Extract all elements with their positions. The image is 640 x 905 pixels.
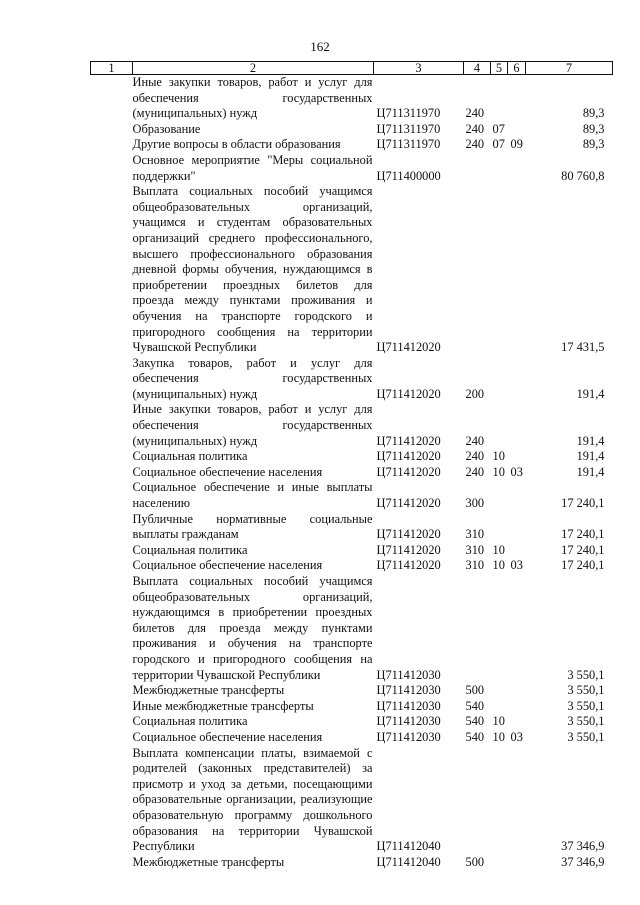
row-section <box>491 683 508 699</box>
row-amount: 191,4 <box>576 433 605 448</box>
row-section <box>491 153 508 184</box>
row-amount: 80 760,8 <box>561 168 605 183</box>
row-subsection <box>508 402 526 449</box>
table-row <box>91 855 613 871</box>
row-subsection <box>508 356 526 403</box>
row-amount: 17 240,1 <box>561 542 605 557</box>
row-name: Межбюджетные трансферты <box>132 854 285 869</box>
row-section: 10 <box>492 714 505 729</box>
row-section <box>491 746 508 855</box>
row-subsection <box>508 480 526 511</box>
row-amount: 3 550,1 <box>567 714 605 729</box>
table-row <box>91 746 613 855</box>
row-amount: 89,3 <box>582 137 605 152</box>
row-target-code: Ц711412020 <box>376 527 441 542</box>
row-subsection: 03 <box>510 464 523 479</box>
row-amount: 191,4 <box>576 464 605 479</box>
table-row <box>91 512 613 543</box>
table-row <box>91 730 613 746</box>
column-header-1: 1 <box>91 62 133 75</box>
row-section <box>491 184 508 356</box>
table-row <box>91 153 613 184</box>
row-expense-type: 500 <box>465 683 485 698</box>
table-row <box>91 683 613 699</box>
column-header-7: 7 <box>526 62 613 75</box>
row-target-code: Ц711311970 <box>376 106 441 121</box>
row-amount: 3 550,1 <box>567 729 605 744</box>
row-subsection: 03 <box>510 729 523 744</box>
row-subsection <box>508 746 526 855</box>
row-amount: 191,4 <box>576 386 605 401</box>
row-target-code: Ц711412020 <box>376 386 441 401</box>
row-expense-type <box>464 574 491 683</box>
row-expense-type <box>464 746 491 855</box>
row-subsection <box>508 855 526 871</box>
row-target-code: Ц711412020 <box>376 464 441 479</box>
row-name: Социальное обеспечение населения <box>132 464 323 479</box>
row-target-code: Ц711412020 <box>376 433 441 448</box>
row-expense-type: 500 <box>465 854 485 869</box>
column-header-4: 4 <box>464 62 491 75</box>
budget-table <box>90 61 613 870</box>
row-expense-type: 240 <box>465 433 485 448</box>
table-row <box>91 184 613 356</box>
row-target-code: Ц711412040 <box>376 839 441 854</box>
column-header-2: 2 <box>133 62 374 75</box>
table-row <box>91 543 613 559</box>
row-section <box>491 75 508 122</box>
row-name: Иные закупки товаров, работ и услуг для обеспечения государственных (муниципальных) нужд <box>132 75 373 121</box>
row-expense-type: 240 <box>465 464 485 479</box>
row-expense-type: 540 <box>465 729 485 744</box>
table-row <box>91 75 613 122</box>
row-expense-type: 200 <box>465 386 485 401</box>
table-row <box>91 714 613 730</box>
page-number: 162 <box>310 39 330 54</box>
table-row <box>91 480 613 511</box>
row-section <box>491 699 508 715</box>
row-amount: 17 240,1 <box>561 558 605 573</box>
row-amount: 17 431,5 <box>561 340 605 355</box>
column-header-6: 6 <box>508 62 526 75</box>
row-name: Выплата компенсации платы, взимаемой с родителей (законных представителей) за присмотр и уход за детьми, посещающими образовательные организации, реализующие образовательную программу дошкольного образования на территории Чувашской Республики <box>132 745 373 854</box>
row-name: Социальное обеспечение населения <box>132 558 323 573</box>
row-amount: 17 240,1 <box>561 496 605 511</box>
row-target-code: Ц711412020 <box>376 496 441 511</box>
row-section <box>491 480 508 511</box>
row-amount: 37 346,9 <box>561 854 605 869</box>
row-subsection <box>508 574 526 683</box>
row-target-code: Ц711412030 <box>376 698 441 713</box>
row-target-code: Ц711311970 <box>376 121 441 136</box>
row-target-code: Ц711412020 <box>376 542 441 557</box>
row-section <box>491 356 508 403</box>
table-row <box>91 558 613 574</box>
column-header-3: 3 <box>374 62 464 75</box>
row-amount: 89,3 <box>582 106 605 121</box>
row-name: Основное мероприятие "Меры социальной поддержки" <box>132 152 373 183</box>
row-expense-type: 310 <box>465 542 485 557</box>
row-subsection <box>508 714 526 730</box>
row-amount: 37 346,9 <box>561 839 605 854</box>
row-target-code: Ц711311970 <box>376 137 441 152</box>
column-header-5: 5 <box>491 62 508 75</box>
row-expense-type: 240 <box>465 449 485 464</box>
row-amount: 17 240,1 <box>561 527 605 542</box>
row-name: Межбюджетные трансферты <box>132 683 285 698</box>
row-subsection <box>508 699 526 715</box>
row-subsection <box>508 75 526 122</box>
row-name: Образование <box>132 121 201 136</box>
row-section: 10 <box>492 729 505 744</box>
row-expense-type: 310 <box>465 558 485 573</box>
table-row <box>91 137 613 153</box>
row-section <box>491 855 508 871</box>
row-name: Закупка товаров, работ и услуг для обеспечения государственных (муниципальных) нужд <box>132 355 373 401</box>
row-target-code: Ц711412030 <box>376 667 441 682</box>
row-subsection: 09 <box>510 137 523 152</box>
row-section: 10 <box>492 558 505 573</box>
row-section: 10 <box>492 542 505 557</box>
row-name: Социальная политика <box>132 714 248 729</box>
row-subsection <box>508 543 526 559</box>
table-row <box>91 574 613 683</box>
row-expense-type: 300 <box>465 496 485 511</box>
row-name: Публичные нормативные социальные выплаты гражданам <box>132 511 373 542</box>
row-expense-type <box>464 153 491 184</box>
row-target-code: Ц711412030 <box>376 714 441 729</box>
row-subsection <box>508 449 526 465</box>
row-expense-type: 540 <box>465 714 485 729</box>
row-expense-type: 540 <box>465 698 485 713</box>
row-target-code: Ц711400000 <box>376 168 441 183</box>
row-subsection <box>508 122 526 138</box>
row-target-code: Ц711412030 <box>376 729 441 744</box>
row-amount: 89,3 <box>582 121 605 136</box>
table-row <box>91 449 613 465</box>
row-expense-type <box>464 184 491 356</box>
row-amount: 3 550,1 <box>567 698 605 713</box>
row-amount: 3 550,1 <box>567 683 605 698</box>
row-section: 10 <box>492 449 505 464</box>
row-name: Выплата социальных пособий учащимся общеобразовательных организаций, нуждающимся в приобретении проездных билетов для проезда между пунктами проживания и обучения на транспорте городского и пригородного сообщения на территории Чувашской Республики <box>132 574 373 682</box>
row-subsection <box>508 512 526 543</box>
row-expense-type: 310 <box>465 527 485 542</box>
row-name: Социальная политика <box>132 449 248 464</box>
row-subsection: 03 <box>510 558 523 573</box>
row-target-code: Ц711412040 <box>376 854 441 869</box>
row-name: Социальная политика <box>132 542 248 557</box>
row-target-code: Ц711412020 <box>376 340 441 355</box>
row-name: Другие вопросы в области образования <box>132 137 341 152</box>
table-row <box>91 699 613 715</box>
row-name: Иные межбюджетные трансферты <box>132 698 314 713</box>
row-amount: 3 550,1 <box>567 667 605 682</box>
row-section: 07 <box>492 121 505 136</box>
row-name: Социальное обеспечение населения <box>132 729 323 744</box>
row-section: 07 <box>492 137 505 152</box>
table-row <box>91 122 613 138</box>
table-row <box>91 402 613 449</box>
table-row <box>91 356 613 403</box>
row-section <box>491 512 508 543</box>
column-number-header-row <box>91 62 613 75</box>
row-target-code: Ц711412030 <box>376 683 441 698</box>
row-section: 10 <box>492 464 505 479</box>
row-section <box>491 402 508 449</box>
row-subsection <box>508 683 526 699</box>
row-subsection <box>508 153 526 184</box>
row-expense-type: 240 <box>465 121 485 136</box>
row-name: Выплата социальных пособий учащимся общеобразовательных организаций, учащимся и студентам образовательных организаций среднего профессионального, высшего профессионального образования дневной формы обучения, нуждающимся в приобретении проездных билетов для проезда между пунктами проживания и обучения на транспорте городского и пригородного сообщения на территории Чувашской Республики <box>132 184 373 355</box>
row-expense-type: 240 <box>465 106 485 121</box>
row-expense-type: 240 <box>465 137 485 152</box>
row-target-code: Ц711412020 <box>376 449 441 464</box>
row-name: Социальное обеспечение и иные выплаты населению <box>132 480 373 511</box>
row-target-code: Ц711412020 <box>376 558 441 573</box>
row-section <box>491 574 508 683</box>
row-subsection <box>508 184 526 356</box>
table-row <box>91 465 613 481</box>
row-amount: 191,4 <box>576 449 605 464</box>
row-name: Иные закупки товаров, работ и услуг для обеспечения государственных (муниципальных) нужд <box>132 402 373 448</box>
